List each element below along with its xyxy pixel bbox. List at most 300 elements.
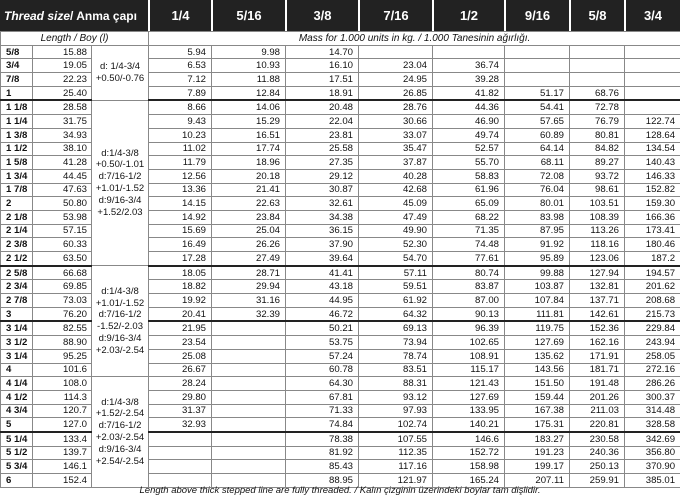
- thread-length-inch: 3: [1, 307, 33, 321]
- mass-value: 20.41: [149, 307, 212, 321]
- mass-value: 107.55: [359, 432, 433, 446]
- mass-value: 46.72: [286, 307, 359, 321]
- thread-length-inch: 2 1/2: [1, 252, 33, 266]
- mass-value: 127.69: [433, 390, 505, 404]
- mass-value: 27.49: [212, 252, 286, 266]
- mass-value: 76.04: [505, 183, 570, 197]
- mass-value: 49.74: [433, 128, 505, 142]
- mass-value: 29.12: [286, 169, 359, 183]
- mass-label: Mass for 1.000 units in kg. / 1.000 Tanesinin ağırlığı.: [149, 32, 680, 46]
- mass-value: 88.95: [286, 474, 359, 488]
- mass-value: [212, 404, 286, 418]
- mass-value: 314.48: [625, 404, 680, 418]
- tolerance-note: d:1/4-3/8 +1.01/-1.52 d:7/16-1/2 -1.52/-2.03 d:9/16-3/4 +2.03/-2.54: [92, 266, 149, 377]
- mass-value: 17.74: [212, 142, 286, 156]
- mass-value: 74.84: [286, 418, 359, 432]
- mass-value: 194.57: [625, 266, 680, 280]
- mass-value: 18.05: [149, 266, 212, 280]
- mass-value: 137.71: [570, 294, 625, 308]
- mass-value: 259.91: [570, 474, 625, 488]
- mass-value: 152.72: [433, 446, 505, 460]
- mass-value: 123.06: [570, 252, 625, 266]
- mass-value: 60.89: [505, 128, 570, 142]
- mass-value: 140.21: [433, 418, 505, 432]
- mass-value: 45.09: [359, 197, 433, 211]
- mass-value: 47.49: [359, 210, 433, 224]
- mass-value: 146.33: [625, 169, 680, 183]
- thread-length-inch: 3 1/4: [1, 321, 33, 335]
- mass-value: 128.64: [625, 128, 680, 142]
- mass-value: 98.61: [570, 183, 625, 197]
- mass-value: [625, 100, 680, 114]
- thread-size-header: [0, 0, 148, 31]
- mass-value: 26.67: [149, 363, 212, 377]
- mass-value: [625, 86, 680, 100]
- length-mm: 63.50: [33, 252, 92, 266]
- mass-value: 71.35: [433, 224, 505, 238]
- mass-value: 97.93: [359, 404, 433, 418]
- mass-value: 143.56: [505, 363, 570, 377]
- mass-value: 58.83: [433, 169, 505, 183]
- mass-value: 159.44: [505, 390, 570, 404]
- mass-table: [0, 31, 680, 488]
- mass-value: 187.2: [625, 252, 680, 266]
- mass-value: 39.28: [433, 73, 505, 87]
- mass-value: 81.92: [286, 446, 359, 460]
- length-mm: 108.0: [33, 377, 92, 391]
- mass-value: 72.78: [570, 100, 625, 114]
- anma-capi-label: / Anma çapı: [70, 8, 137, 23]
- mass-value: 61.96: [433, 183, 505, 197]
- thread-length-inch: 5 1/4: [1, 432, 33, 446]
- mass-value: 112.35: [359, 446, 433, 460]
- length-mm: 22.23: [33, 73, 92, 87]
- mass-value: 180.46: [625, 238, 680, 252]
- thread-size-label: Thread size: [4, 8, 71, 23]
- mass-value: 60.78: [286, 363, 359, 377]
- mass-value: 135.62: [505, 349, 570, 363]
- length-mm: 120.7: [33, 404, 92, 418]
- mass-value: 140.43: [625, 156, 680, 170]
- length-mm: 95.25: [33, 349, 92, 363]
- mass-value: 18.96: [212, 156, 286, 170]
- mass-value: 23.81: [286, 128, 359, 142]
- mass-value: 207.11: [505, 474, 570, 488]
- mass-value: 272.16: [625, 363, 680, 377]
- subheader-row: [1, 32, 680, 46]
- length-mm: 66.68: [33, 266, 92, 280]
- thread-length-inch: 5: [1, 418, 33, 432]
- thread-length-inch: 1 5/8: [1, 156, 33, 170]
- mass-value: 68.22: [433, 210, 505, 224]
- mass-value: 16.49: [149, 238, 212, 252]
- mass-value: 37.90: [286, 238, 359, 252]
- mass-value: 23.54: [149, 336, 212, 350]
- mass-value: 12.84: [212, 86, 286, 100]
- mass-value: 17.51: [286, 73, 359, 87]
- thread-length-inch: 5 3/4: [1, 460, 33, 474]
- mass-value: 96.39: [433, 321, 505, 335]
- mass-value: 9.98: [212, 45, 286, 59]
- length-mm: 38.10: [33, 142, 92, 156]
- mass-value: 165.24: [433, 474, 505, 488]
- mass-value: 67.81: [286, 390, 359, 404]
- col-header: 1/4: [148, 0, 211, 31]
- mass-value: 115.17: [433, 363, 505, 377]
- mass-value: 44.36: [433, 100, 505, 114]
- mass-value: 53.75: [286, 336, 359, 350]
- mass-value: 258.05: [625, 349, 680, 363]
- mass-value: 25.58: [286, 142, 359, 156]
- mass-value: [570, 45, 625, 59]
- mass-value: [570, 73, 625, 87]
- mass-value: 31.16: [212, 294, 286, 308]
- length-mm: 41.28: [33, 156, 92, 170]
- mass-value: 181.71: [570, 363, 625, 377]
- mass-value: 243.94: [625, 336, 680, 350]
- mass-value: 113.26: [570, 224, 625, 238]
- mass-value: 95.89: [505, 252, 570, 266]
- thread-length-inch: 1 3/4: [1, 169, 33, 183]
- mass-value: 32.61: [286, 197, 359, 211]
- mass-value: 229.84: [625, 321, 680, 335]
- mass-value: 103.87: [505, 280, 570, 294]
- mass-value: 230.58: [570, 432, 625, 446]
- thread-length-inch: 2: [1, 197, 33, 211]
- mass-value: 22.04: [286, 115, 359, 129]
- mass-value: 30.87: [286, 183, 359, 197]
- mass-value: 175.31: [505, 418, 570, 432]
- mass-value: 191.48: [570, 377, 625, 391]
- length-mm: 44.45: [33, 169, 92, 183]
- thread-length-inch: 4 1/2: [1, 390, 33, 404]
- mass-value: 18.91: [286, 86, 359, 100]
- mass-value: 132.81: [570, 280, 625, 294]
- col-header: 9/16: [504, 0, 569, 31]
- mass-value: 78.38: [286, 432, 359, 446]
- footer-note: Length above thick stepped line are fully threaded. / Kalın çizginin üzerindeki boylar tam dişlidir.: [139, 485, 541, 496]
- mass-value: 73.94: [359, 336, 433, 350]
- mass-value: 30.66: [359, 115, 433, 129]
- mass-value: 20.48: [286, 100, 359, 114]
- col-header: 3/4: [624, 0, 680, 31]
- mass-value: 29.80: [149, 390, 212, 404]
- thread-length-inch: 4 3/4: [1, 404, 33, 418]
- table-row: [1, 266, 680, 280]
- mass-value: 11.79: [149, 156, 212, 170]
- thread-length-inch: 3 1/4: [1, 349, 33, 363]
- length-mm: 47.63: [33, 183, 92, 197]
- mass-value: 7.12: [149, 73, 212, 87]
- mass-value: 103.51: [570, 197, 625, 211]
- length-mm: 60.33: [33, 238, 92, 252]
- mass-value: 69.13: [359, 321, 433, 335]
- mass-value: 162.16: [570, 336, 625, 350]
- mass-value: 35.47: [359, 142, 433, 156]
- mass-value: 183.27: [505, 432, 570, 446]
- mass-value: 49.90: [359, 224, 433, 238]
- thread-length-inch: 2 7/8: [1, 294, 33, 308]
- mass-value: 215.73: [625, 307, 680, 321]
- mass-value: 85.43: [286, 460, 359, 474]
- header-bar: [0, 0, 680, 31]
- mass-value: 152.36: [570, 321, 625, 335]
- mass-value: 17.28: [149, 252, 212, 266]
- mass-value: [212, 432, 286, 446]
- thread-length-inch: 1 3/8: [1, 128, 33, 142]
- mass-value: 83.87: [433, 280, 505, 294]
- mass-value: 87.00: [433, 294, 505, 308]
- mass-value: 102.74: [359, 418, 433, 432]
- thread-length-inch: 6: [1, 474, 33, 488]
- mass-value: 118.16: [570, 238, 625, 252]
- mass-value: [212, 363, 286, 377]
- mass-value: 59.51: [359, 280, 433, 294]
- mass-value: 8.66: [149, 100, 212, 114]
- thread-length-inch: 3/4: [1, 59, 33, 73]
- mass-value: 385.01: [625, 474, 680, 488]
- mass-value: 51.17: [505, 86, 570, 100]
- mass-value: 152.82: [625, 183, 680, 197]
- mass-value: [505, 59, 570, 73]
- mass-value: 10.93: [212, 59, 286, 73]
- mass-value: [149, 460, 212, 474]
- mass-value: 28.24: [149, 377, 212, 391]
- mass-value: 87.95: [505, 224, 570, 238]
- col-header: 3/8: [285, 0, 358, 31]
- mass-value: [359, 45, 433, 59]
- tolerance-note: d:1/4-3/8 +1.52/-2.54 d:7/16-1/2 +2.03/-2.54 d:9/16-3/4 +2.54/-2.54: [92, 377, 149, 488]
- mass-value: 78.74: [359, 349, 433, 363]
- mass-value: 158.98: [433, 460, 505, 474]
- mass-value: 57.24: [286, 349, 359, 363]
- mass-value: [212, 446, 286, 460]
- mass-value: 25.04: [212, 224, 286, 238]
- mass-value: 33.07: [359, 128, 433, 142]
- mass-value: 211.03: [570, 404, 625, 418]
- table-row: [1, 45, 680, 59]
- mass-value: 41.82: [433, 86, 505, 100]
- thread-length-inch: 2 3/8: [1, 238, 33, 252]
- mass-value: 107.84: [505, 294, 570, 308]
- table-row: [1, 100, 680, 114]
- mass-value: 342.69: [625, 432, 680, 446]
- mass-value: 14.06: [212, 100, 286, 114]
- mass-value: 16.10: [286, 59, 359, 73]
- mass-value: 208.68: [625, 294, 680, 308]
- thread-length-inch: 7/8: [1, 73, 33, 87]
- mass-value: 14.92: [149, 210, 212, 224]
- length-mm: 15.88: [33, 45, 92, 59]
- mass-value: 300.37: [625, 390, 680, 404]
- mass-value: 91.92: [505, 238, 570, 252]
- mass-value: 64.32: [359, 307, 433, 321]
- mass-value: 220.81: [570, 418, 625, 432]
- mass-value: 84.82: [570, 142, 625, 156]
- mass-value: 74.48: [433, 238, 505, 252]
- mass-value: 171.91: [570, 349, 625, 363]
- mass-value: 286.26: [625, 377, 680, 391]
- col-header: 7/16: [358, 0, 432, 31]
- mass-value: 39.64: [286, 252, 359, 266]
- mass-value: [149, 446, 212, 460]
- mass-value: 80.01: [505, 197, 570, 211]
- mass-value: 71.33: [286, 404, 359, 418]
- thread-length-inch: 3 1/2: [1, 336, 33, 350]
- mass-value: 65.09: [433, 197, 505, 211]
- mass-value: [505, 45, 570, 59]
- mass-value: 90.13: [433, 307, 505, 321]
- mass-value: 191.23: [505, 446, 570, 460]
- mass-value: 68.11: [505, 156, 570, 170]
- length-mm: 53.98: [33, 210, 92, 224]
- mass-value: 151.50: [505, 377, 570, 391]
- mass-value: 36.15: [286, 224, 359, 238]
- mass-value: 80.74: [433, 266, 505, 280]
- mass-value: 159.30: [625, 197, 680, 211]
- mass-value: 88.31: [359, 377, 433, 391]
- mass-value: 34.38: [286, 210, 359, 224]
- mass-value: 37.87: [359, 156, 433, 170]
- mass-value: 36.74: [433, 59, 505, 73]
- length-mm: 50.80: [33, 197, 92, 211]
- mass-value: 20.18: [212, 169, 286, 183]
- length-mm: 139.7: [33, 446, 92, 460]
- mass-value: [505, 73, 570, 87]
- mass-value: [212, 377, 286, 391]
- mass-value: 68.76: [570, 86, 625, 100]
- mass-value: 133.95: [433, 404, 505, 418]
- mass-value: [212, 336, 286, 350]
- length-mm: 57.15: [33, 224, 92, 238]
- mass-value: 21.95: [149, 321, 212, 335]
- mass-value: [149, 432, 212, 446]
- mass-value: 64.30: [286, 377, 359, 391]
- thread-length-inch: 2 3/4: [1, 280, 33, 294]
- col-header: 1/2: [432, 0, 504, 31]
- mass-value: 32.39: [212, 307, 286, 321]
- length-mm: 76.20: [33, 307, 92, 321]
- length-mm: 19.05: [33, 59, 92, 73]
- length-label: Length / Boy (l): [1, 32, 149, 46]
- mass-value: 89.27: [570, 156, 625, 170]
- mass-value: 43.18: [286, 280, 359, 294]
- mass-value: 21.41: [212, 183, 286, 197]
- mass-value: 77.61: [433, 252, 505, 266]
- mass-value: 11.88: [212, 73, 286, 87]
- mass-value: 127.94: [570, 266, 625, 280]
- mass-value: 55.70: [433, 156, 505, 170]
- mass-value: 14.15: [149, 197, 212, 211]
- mass-value: 16.51: [212, 128, 286, 142]
- mass-value: 117.16: [359, 460, 433, 474]
- thread-length-inch: 1 1/8: [1, 100, 33, 114]
- length-mm: 133.4: [33, 432, 92, 446]
- mass-value: 121.43: [433, 377, 505, 391]
- mass-value: 166.36: [625, 210, 680, 224]
- table-row: [1, 377, 680, 391]
- mass-value: 9.43: [149, 115, 212, 129]
- mass-value: [625, 45, 680, 59]
- mass-value: 52.30: [359, 238, 433, 252]
- mass-value: 29.94: [212, 280, 286, 294]
- mass-value: [625, 59, 680, 73]
- length-mm: 25.40: [33, 86, 92, 100]
- mass-value: 15.69: [149, 224, 212, 238]
- mass-value: [212, 460, 286, 474]
- mass-value: 142.61: [570, 307, 625, 321]
- mass-value: 57.11: [359, 266, 433, 280]
- mass-value: [212, 321, 286, 335]
- mass-value: 57.65: [505, 115, 570, 129]
- mass-value: 127.69: [505, 336, 570, 350]
- thread-length-inch: 4: [1, 363, 33, 377]
- mass-value: 108.39: [570, 210, 625, 224]
- mass-value: [212, 418, 286, 432]
- thread-length-inch: 2 1/8: [1, 210, 33, 224]
- thread-length-inch: 4 1/4: [1, 377, 33, 391]
- mass-value: 201.62: [625, 280, 680, 294]
- mass-value: 18.82: [149, 280, 212, 294]
- length-mm: 82.55: [33, 321, 92, 335]
- mass-value: 13.36: [149, 183, 212, 197]
- mass-value: 24.95: [359, 73, 433, 87]
- mass-value: 23.04: [359, 59, 433, 73]
- mass-value: 14.70: [286, 45, 359, 59]
- mass-value: 240.36: [570, 446, 625, 460]
- mass-value: 199.17: [505, 460, 570, 474]
- tolerance-note: d: 1/4-3/4 +0.50/-0.76: [92, 45, 149, 100]
- mass-value: 121.97: [359, 474, 433, 488]
- mass-value: 122.74: [625, 115, 680, 129]
- mass-value: 52.57: [433, 142, 505, 156]
- mass-value: 72.08: [505, 169, 570, 183]
- mass-value: 5.94: [149, 45, 212, 59]
- mass-value: 111.81: [505, 307, 570, 321]
- mass-value: 356.80: [625, 446, 680, 460]
- mass-value: 50.21: [286, 321, 359, 335]
- mass-value: 54.70: [359, 252, 433, 266]
- length-mm: 28.58: [33, 100, 92, 114]
- thread-length-inch: 1 1/2: [1, 142, 33, 156]
- mass-value: 46.90: [433, 115, 505, 129]
- mass-value: 167.38: [505, 404, 570, 418]
- length-mm: 127.0: [33, 418, 92, 432]
- mass-value: 27.35: [286, 156, 359, 170]
- mass-value: 15.29: [212, 115, 286, 129]
- mass-value: 99.88: [505, 266, 570, 280]
- mass-value: 6.53: [149, 59, 212, 73]
- mass-value: [625, 73, 680, 87]
- mass-value: 32.93: [149, 418, 212, 432]
- mass-value: 31.37: [149, 404, 212, 418]
- col-header: 5/16: [211, 0, 285, 31]
- mass-value: 64.14: [505, 142, 570, 156]
- mass-value: 22.63: [212, 197, 286, 211]
- thread-length-inch: 2 5/8: [1, 266, 33, 280]
- mass-value: 250.13: [570, 460, 625, 474]
- thread-length-inch: 1: [1, 86, 33, 100]
- length-mm: 146.1: [33, 460, 92, 474]
- mass-value: 201.26: [570, 390, 625, 404]
- thread-length-inch: 1 7/8: [1, 183, 33, 197]
- length-mm: 69.85: [33, 280, 92, 294]
- mass-value: [212, 349, 286, 363]
- mass-value: 108.91: [433, 349, 505, 363]
- mass-value: 102.65: [433, 336, 505, 350]
- mass-value: 370.90: [625, 460, 680, 474]
- thread-length-inch: 5 1/2: [1, 446, 33, 460]
